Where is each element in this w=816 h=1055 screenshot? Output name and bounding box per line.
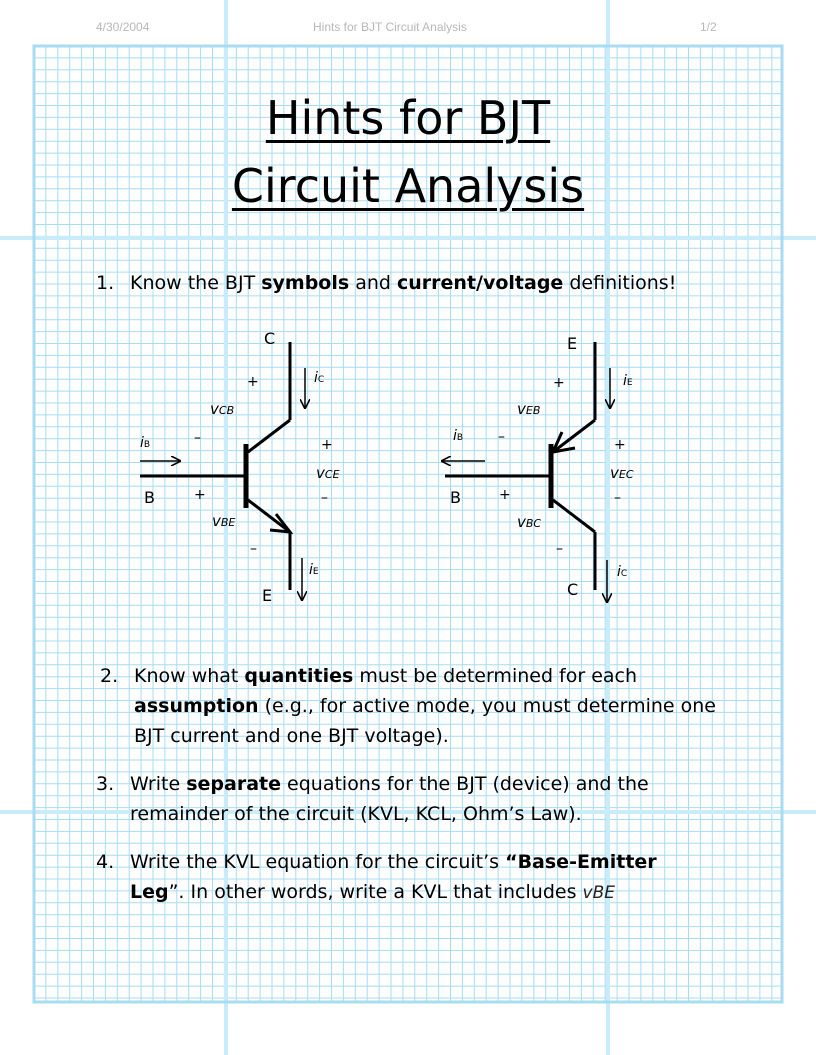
- npn-label-c: C: [264, 329, 276, 348]
- npn-emitter-diag: [248, 500, 290, 532]
- pnp-ie-label: iE: [623, 373, 633, 389]
- pnp-veb-label: vEB: [517, 400, 541, 418]
- item-number: 3.: [96, 773, 115, 795]
- npn-vce-label: vCE: [316, 464, 340, 482]
- pnp-vec-label: vEC: [610, 464, 634, 482]
- pnp-collector-diag: [553, 500, 595, 532]
- npn-vcb-plus: +: [247, 374, 259, 390]
- npn-label-e: E: [262, 586, 273, 605]
- pnp-label-c: C: [567, 580, 579, 599]
- npn-vbe-plus: +: [194, 487, 206, 503]
- item-number: 1.: [96, 272, 115, 294]
- pnp-veb-minus: –: [498, 429, 505, 445]
- npn-label-b: B: [144, 488, 155, 507]
- pnp-ic-label: iC: [617, 564, 628, 580]
- pnp-vbc-label: vBC: [517, 513, 542, 531]
- npn-vbe-minus: –: [250, 541, 257, 557]
- item-number: 2.: [100, 665, 119, 687]
- pnp-vbc-plus: +: [499, 487, 511, 503]
- pnp-vec-minus: –: [614, 490, 621, 506]
- npn-vce-minus: –: [321, 490, 328, 506]
- header-date: 4/30/2004: [96, 20, 150, 34]
- pnp-transistor: [442, 334, 634, 602]
- npn-ib-label: iB: [140, 435, 151, 451]
- item-text: Write separate equations for the BJT (device) and the remainder of the circuit (KVL, KCL, Ohm’s Law).: [130, 773, 649, 825]
- npn-ie-label: iE: [309, 562, 319, 578]
- item-number: 4.: [96, 851, 115, 873]
- header-page: 1/2: [700, 20, 717, 34]
- npn-vbe-label: vBE: [212, 512, 236, 530]
- pnp-ib-label: iB: [453, 428, 464, 444]
- npn-ic-label: iC: [314, 370, 325, 386]
- item-text: Know the BJT symbols and current/voltage definitions!: [130, 272, 677, 294]
- header-title: Hints for BJT Circuit Analysis: [313, 20, 467, 34]
- page-title-line2: Circuit Analysis: [231, 159, 585, 213]
- npn-vcb-label: vCB: [210, 400, 235, 418]
- pnp-vbc-minus: –: [556, 541, 563, 557]
- npn-collector-diag: [248, 420, 290, 452]
- pnp-vec-plus: +: [614, 437, 626, 453]
- page-title-line1: Hints for BJT: [265, 91, 551, 145]
- vbe-symbol: vBE: [582, 883, 615, 903]
- npn-vcb-minus: –: [194, 430, 201, 446]
- pnp-veb-plus: +: [553, 375, 565, 391]
- npn-transistor: [140, 329, 340, 605]
- item-text: Know what quantities must be determined for each assumption (e.g., for active mode, you must determine one BJT current and one BJT voltage).: [134, 665, 716, 747]
- pnp-label-b: B: [450, 488, 461, 507]
- pnp-label-e: E: [567, 334, 578, 353]
- npn-vce-plus: +: [321, 437, 333, 453]
- item-text: Write the KVL equation for the circuit’s “Base-Emitter Leg”. In other words, write a KVL that includes vBE: [130, 851, 657, 903]
